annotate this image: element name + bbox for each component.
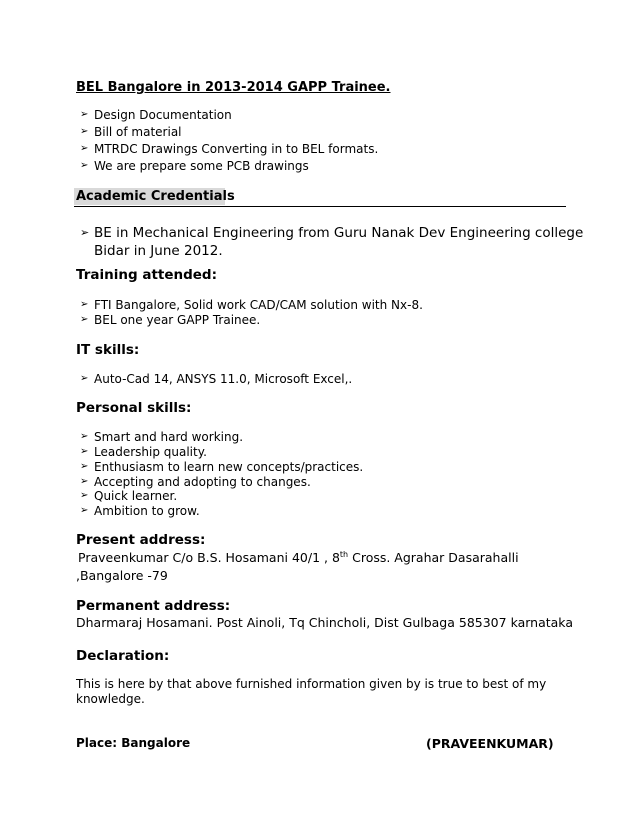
declaration-line2: knowledge. [76, 692, 145, 706]
arrow-bullet-icon: ➢ [80, 160, 89, 171]
arrow-bullet-icon: ➢ [80, 299, 89, 310]
arrow-bullet-icon: ➢ [80, 476, 89, 487]
training-heading: Training attended: [76, 267, 217, 283]
present-address-line2: ,Bangalore -79 [76, 568, 168, 583]
it-skills-heading: IT skills: [76, 342, 140, 358]
signature-name: (PRAVEENKUMAR) [426, 736, 554, 751]
arrow-bullet-icon: ➢ [80, 226, 90, 239]
place-label: Place: Bangalore [76, 736, 191, 750]
declaration-line1: This is here by that above furnished information given by is true to best of my [76, 677, 547, 691]
arrow-bullet-icon: ➢ [80, 490, 89, 501]
academic-heading: Academic Credentials [76, 189, 235, 204]
arrow-bullet-icon: ➢ [80, 431, 89, 442]
arrow-bullet-icon: ➢ [80, 505, 89, 516]
permanent-address-line: Dharmaraj Hosamani. Post Ainoli, Tq Chincholi, Dist Gulbaga 585307 karnataka [76, 615, 573, 630]
arrow-bullet-icon: ➢ [80, 126, 89, 137]
arrow-bullet-icon: ➢ [80, 461, 89, 472]
arrow-bullet-icon: ➢ [80, 373, 89, 384]
bel-heading: BEL Bangalore in 2013-2014 GAPP Trainee. [76, 80, 391, 95]
declaration-heading: Declaration: [76, 648, 170, 664]
arrow-bullet-icon: ➢ [80, 143, 89, 154]
present-address-line1: Praveenkumar C/o B.S. Hosamani 40/1 , 8th Cross. Agrahar Dasarahalli [78, 550, 519, 566]
section-divider [74, 206, 566, 207]
present-address-heading: Present address: [76, 532, 206, 548]
arrow-bullet-icon: ➢ [80, 446, 89, 457]
personal-skills-heading: Personal skills: [76, 400, 192, 416]
arrow-bullet-icon: ➢ [80, 109, 89, 120]
permanent-address-heading: Permanent address: [76, 598, 231, 614]
arrow-bullet-icon: ➢ [80, 314, 89, 325]
